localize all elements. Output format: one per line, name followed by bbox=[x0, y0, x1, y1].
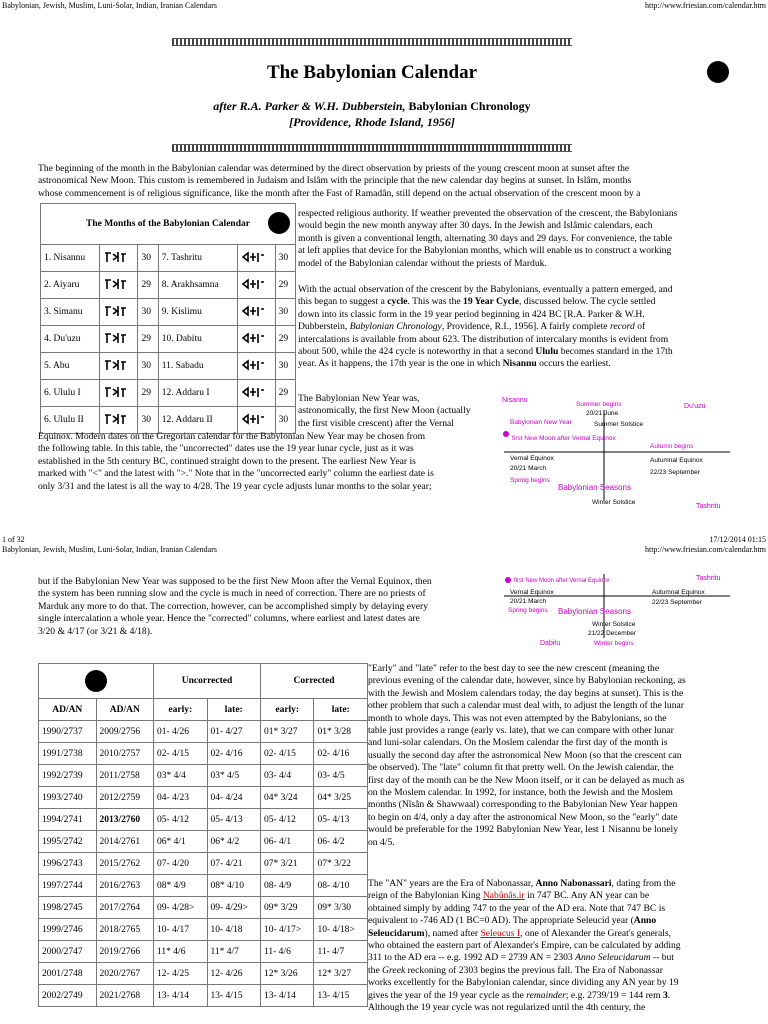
page-footer-right: 17/12/2014 01:15 bbox=[709, 535, 766, 544]
table-cell: 07- 4/20 bbox=[154, 853, 207, 875]
table-cell: 10- 4/17 bbox=[154, 919, 207, 941]
column-header: late: bbox=[207, 699, 260, 721]
month-days: 30 bbox=[275, 407, 295, 434]
month-name: 7. Tashritu bbox=[158, 245, 237, 272]
table-row bbox=[39, 809, 368, 831]
table-cell: 04- 4/23 bbox=[154, 787, 207, 809]
table-cell: 2014/2761 bbox=[96, 831, 154, 853]
table-cell: 12- 4/26 bbox=[207, 963, 260, 985]
table-cell: 07* 3/22 bbox=[314, 853, 368, 875]
label-winter-begins: Winter begins bbox=[594, 640, 634, 647]
label-nisannu: Nisannu bbox=[502, 397, 528, 404]
table-cell: 10- 4/18> bbox=[314, 919, 368, 941]
page-header-left: Babylonian, Jewish, Muslim, Luni-Solar, Indian, Iranian Calendars bbox=[2, 545, 217, 554]
months-table bbox=[40, 203, 296, 434]
month-name: 3. Simanu bbox=[41, 299, 100, 326]
paragraph-new-year-a: The Babylonian New Year was, astronomically, the first New Moon (actually the first visible crescent) after the Vernal bbox=[298, 393, 471, 429]
cuneiform-glyph bbox=[237, 380, 275, 407]
moon-icon bbox=[707, 61, 729, 83]
table-cell: 06* 4/2 bbox=[207, 831, 260, 853]
seasons-diagram-2 bbox=[498, 570, 738, 652]
table-cell: 02- 4/15 bbox=[261, 743, 314, 765]
paragraph-eras: The "AN" years are the Era of Nabonassar, Anno Nabonassari, dating from the reign of the Babylonian King Nabûnâs.ir in 747 BC. Any AN year can be obtained simply by adding 747 to the year of the AD era. Note that 747 BC is equivalent to -746 AD (1 BC=0 AD). The appropriate Seleucid year (Anno Seleucidarum), named after Seleucus I, one of Alexander the Great's generals, who obtained the eastern part of Alexander's Empire, can be calculated by adding 311 to the AD era -- e.g. 1992 AD = 2739 AN = 2303 Anno Seleucidarum -- but the Greek reckoning of 2303 begins the previous fall. The Era of Nabonassar works excellently for the Babylonian calendar, since dividing any AN year by 19 gives the year of the 19 year cycle as the remainder; e.g. 2739/19 = 144 rem 3. Although the 19 year cycle was not regularized until the 4th century, the bbox=[368, 878, 681, 1014]
label-autumnal-equinox: Autumnal Equinox bbox=[650, 457, 703, 464]
table-cell: 08* 4/10 bbox=[207, 875, 260, 897]
column-header: early: bbox=[154, 699, 207, 721]
table-cell: 11* 4/6 bbox=[154, 941, 207, 963]
label-december: 21/22 December bbox=[588, 630, 637, 637]
table-cell: 01* 3/27 bbox=[261, 721, 314, 743]
table-cell: 2021/2768 bbox=[96, 985, 154, 1007]
label-winter-solstice: Winter Solstice bbox=[592, 621, 636, 628]
month-name: 8. Arakhsamna bbox=[158, 272, 237, 299]
table-cell: 2009/2756 bbox=[96, 721, 154, 743]
table-cell: 12* 3/27 bbox=[314, 963, 368, 985]
table-cell: 07- 4/21 bbox=[207, 853, 260, 875]
table-cell: 1995/2742 bbox=[39, 831, 97, 853]
table-cell: 04* 3/24 bbox=[261, 787, 314, 809]
label-summer-begins: Summer begins bbox=[576, 401, 622, 408]
subtitle: after R.A. Parker & W.H. Dubberstein, Babylonian Chronology [Providence, Rhode Island, 1956] bbox=[213, 99, 531, 129]
table-cell: 2013/2760 bbox=[96, 809, 154, 831]
page-footer-left: 1 of 32 bbox=[2, 535, 25, 544]
table-cell: 07* 3/21 bbox=[261, 853, 314, 875]
corrected-header: Corrected bbox=[261, 664, 368, 699]
table-cell: 04- 4/24 bbox=[207, 787, 260, 809]
month-name: 1. Nisannu bbox=[41, 245, 100, 272]
table-cell: 10- 4/18 bbox=[207, 919, 260, 941]
table-cell: 2016/2763 bbox=[96, 875, 154, 897]
column-header: AD/AN bbox=[96, 699, 154, 721]
table-cell: 09- 4/29> bbox=[207, 897, 260, 919]
table-cell: 01- 4/26 bbox=[154, 721, 207, 743]
table-cell: 08- 4/10 bbox=[314, 875, 368, 897]
cuneiform-glyph bbox=[237, 353, 275, 380]
label-spring-begins: Spring begins bbox=[510, 477, 550, 484]
table-row bbox=[39, 787, 368, 809]
cuneiform-glyph bbox=[100, 245, 138, 272]
table-cell: 13- 4/14 bbox=[154, 985, 207, 1007]
ornamental-border bbox=[172, 38, 572, 46]
table-cell: 2010/2757 bbox=[96, 743, 154, 765]
table-cell: 03* 4/4 bbox=[154, 765, 207, 787]
table-cell: 1998/2745 bbox=[39, 897, 97, 919]
table-cell: 1992/2739 bbox=[39, 765, 97, 787]
month-days: 30 bbox=[275, 299, 295, 326]
table-row bbox=[39, 985, 368, 1007]
table-cell: 2011/2758 bbox=[96, 765, 154, 787]
table-row bbox=[39, 765, 368, 787]
table-row bbox=[39, 743, 368, 765]
month-name: 11. Sabadu bbox=[158, 353, 237, 380]
table-cell: 06* 4/1 bbox=[154, 831, 207, 853]
table-cell: 2000/2747 bbox=[39, 941, 97, 963]
month-row bbox=[41, 245, 296, 272]
link-nabunasir[interactable]: Nabûnâs.ir bbox=[482, 890, 525, 902]
table-cell: 2002/2749 bbox=[39, 985, 97, 1007]
table-cell: 2020/2767 bbox=[96, 963, 154, 985]
table-cell: 2015/2762 bbox=[96, 853, 154, 875]
table-cell: 08- 4/9 bbox=[261, 875, 314, 897]
table-cell: 1994/2741 bbox=[39, 809, 97, 831]
label-tashritu: Tashritu bbox=[696, 575, 721, 582]
table-cell: 13- 4/14 bbox=[261, 985, 314, 1007]
table-cell: 13- 4/15 bbox=[207, 985, 260, 1007]
table-cell: 2001/2748 bbox=[39, 963, 97, 985]
page-header-url[interactable]: http://www.friesian.com/calendar.htm bbox=[644, 1, 766, 10]
label-vernal-equinox: Vernal Equinox bbox=[510, 455, 554, 462]
months-table-title: The Months of the Babylonian Calendar bbox=[41, 204, 296, 245]
cuneiform-glyph bbox=[100, 326, 138, 353]
month-name: 4. Du'uzu bbox=[41, 326, 100, 353]
label-march: 20/21 March bbox=[510, 598, 547, 605]
table-cell: 1991/2738 bbox=[39, 743, 97, 765]
table-cell: 08* 4/9 bbox=[154, 875, 207, 897]
month-name: 6. Ululu II bbox=[41, 407, 100, 434]
table-row bbox=[39, 875, 368, 897]
moon-icon bbox=[268, 212, 290, 234]
cuneiform-glyph bbox=[237, 272, 275, 299]
month-row bbox=[41, 272, 296, 299]
month-days: 30 bbox=[275, 353, 295, 380]
cuneiform-glyph bbox=[100, 299, 138, 326]
label-march: 20/21 March bbox=[510, 465, 547, 472]
table-cell: 09* 3/30 bbox=[314, 897, 368, 919]
paragraph-cycle: With the actual observation of the crescent by the Babylonians, eventually a pattern emerged, and this began to suggest a cycle. This was the 19 Year Cycle, discussed below. The cycle settled down into its classic form in the 19 year period beginning in 424 BC [R.A. Parker & W.H. Dubberstein, Babylonian Chronology, Providence, R.I., 1956]. A fairly complete record of intercalations is available from about 623. The distribution of intercalary months is evident from about 500, while the 424 cycle is noteworthy in that a second Ululu becomes standard in the 17th year. As it happens, the 17th year is the one in which Nisannu occurs the earliest. bbox=[298, 284, 673, 370]
label-dabitu: Dabitu bbox=[540, 640, 561, 647]
table-row bbox=[39, 721, 368, 743]
table-cell: 02- 4/16 bbox=[314, 743, 368, 765]
label-babylonian-seasons: Babylonian Seasons bbox=[558, 607, 631, 616]
table-cell: 05- 4/12 bbox=[154, 809, 207, 831]
table-cell: 05- 4/12 bbox=[261, 809, 314, 831]
cuneiform-glyph bbox=[100, 272, 138, 299]
month-row bbox=[41, 299, 296, 326]
table-cell: 12- 4/25 bbox=[154, 963, 207, 985]
column-header: early: bbox=[261, 699, 314, 721]
label-autumnal-equinox: Autumnal Equinox bbox=[652, 589, 705, 596]
month-days: 29 bbox=[275, 380, 295, 407]
cuneiform-glyph bbox=[237, 299, 275, 326]
month-days: 29 bbox=[138, 326, 158, 353]
table-row bbox=[39, 897, 368, 919]
column-header: late: bbox=[314, 699, 368, 721]
table-cell: 2018/2765 bbox=[96, 919, 154, 941]
table-cell: 05- 4/13 bbox=[207, 809, 260, 831]
table-cell: 09- 4/28> bbox=[154, 897, 207, 919]
label-tashritu: Tashritu bbox=[696, 503, 721, 510]
moon-icon bbox=[85, 670, 107, 692]
table-cell: 2012/2759 bbox=[96, 787, 154, 809]
table-cell: 11* 4/7 bbox=[207, 941, 260, 963]
seasons-diagram bbox=[498, 390, 738, 512]
moon-header-cell bbox=[39, 664, 154, 699]
table-cell: 1996/2743 bbox=[39, 853, 97, 875]
table-cell: 02- 4/15 bbox=[154, 743, 207, 765]
label-june: 20/21 June bbox=[586, 410, 619, 417]
table-row bbox=[39, 831, 368, 853]
table-cell: 01- 4/27 bbox=[207, 721, 260, 743]
table-cell: 06- 4/2 bbox=[314, 831, 368, 853]
paragraph-new-year-b: Equinox. Modern dates on the Gregorian calendar for the Babylonian New Year may be chosen from the following table. In this table, the "uncorrected" dates use the 19 year lunar cycle, just as it was established in the 5th century BC, continued straight down to the present. The earliest New Year is marked with "<" and the latest with ">." Note that in the "uncorrected early" column the earliest date is only 3/31 and the latest is all the way to 4/28. The 19 year cycle adjusts lunar months to the solar year; bbox=[38, 431, 434, 492]
table-cell: 1993/2740 bbox=[39, 787, 97, 809]
month-name: 10. Dabitu bbox=[158, 326, 237, 353]
table-cell: 12* 3/26 bbox=[261, 963, 314, 985]
month-days: 30 bbox=[138, 299, 158, 326]
table-cell: 2019/2766 bbox=[96, 941, 154, 963]
label-duuzu: Du'uzu bbox=[684, 403, 706, 410]
month-days: 29 bbox=[138, 272, 158, 299]
label-spring-begins: Spring begins bbox=[508, 607, 548, 614]
label-vernal-equinox: Vernal Equinox bbox=[510, 589, 554, 596]
table-cell: 09* 3/29 bbox=[261, 897, 314, 919]
table-cell: 2017/2764 bbox=[96, 897, 154, 919]
new-moon-marker bbox=[505, 577, 511, 583]
month-name: 12. Addaru II bbox=[158, 407, 237, 434]
month-name: 5. Abu bbox=[41, 353, 100, 380]
column-header: AD/AN bbox=[39, 699, 97, 721]
paragraph-early-late: "Early" and "late" refer to the best day to see the new crescent (meaning the previous evening of the calendar date, however, since by Babylonian reckoning, as with the Jewish and Moslem calendars today, the day begins at sunset). This is the other problem that such a calendar must deal with, to adjust the length of the lunar month to whole days. This was not even attempted by the Babylonians, so the table just provides a range (early vs. late), that we can compare with other lunar and luni-solar calendars. On the Moslem calendar the first day of the month is usually the second day after the astronomical New Moon (so that the crescent can be observed). The "late" column fit that pretty well. On the Jewish calendar, the first day of the month can be the New Moon itself, or it can be delayed as much as on the Moslem calendar. In 1992, for instance, both the Jewish and the Moslem months (Nîsân & Shawwaal) corresponding to the Babylonian New Year happen to begin on 4/4, only a day after the astronomical New Moon, so the "early" date would be preferable for the 1992 Babylonian New Year, lest 1 Nisannu be lonely on 4/5. bbox=[368, 663, 686, 848]
table-cell: 1999/2746 bbox=[39, 919, 97, 941]
label-september: 22/23 September bbox=[650, 469, 700, 476]
table-row bbox=[39, 941, 368, 963]
table-cell: 03- 4/4 bbox=[261, 765, 314, 787]
link-seleucus[interactable]: Seleucus I bbox=[480, 927, 521, 939]
table-cell: 04* 3/25 bbox=[314, 787, 368, 809]
month-name: 9. Kislimu bbox=[158, 299, 237, 326]
month-days: 30 bbox=[138, 407, 158, 434]
cuneiform-glyph bbox=[100, 353, 138, 380]
table-cell: 01* 3/28 bbox=[314, 721, 368, 743]
month-days: 29 bbox=[275, 326, 295, 353]
new-year-table bbox=[38, 663, 368, 1007]
label-babylonian-seasons: Babylonian Seasons bbox=[558, 483, 631, 492]
table-cell: 11- 4/7 bbox=[314, 941, 368, 963]
month-name: 12. Addaru I bbox=[158, 380, 237, 407]
label-winter-solstice: Winter Solstice bbox=[592, 499, 636, 506]
page-title: The Babylonian Calendar bbox=[266, 62, 478, 83]
table-cell: 1990/2737 bbox=[39, 721, 97, 743]
label-september: 22/23 September bbox=[652, 599, 702, 606]
table-row bbox=[39, 963, 368, 985]
ornamental-border bbox=[172, 144, 572, 152]
month-row bbox=[41, 407, 296, 434]
paragraph-months: respected religious authority. If weather prevented the observation of the crescent, the Babylonians would begin the new month anyway after 30 days. In the Jewish and Islâmic calendars, each month is given a conventional length, alternating 30 days and 29 days. For convenience, the table at left applies that device for the Babylonian months, which will enable us to construct a working model of the Babylonian calendar without the priests of Marduk. bbox=[298, 208, 678, 269]
intro-paragraph: The beginning of the month in the Babylonian calendar was determined by the direct observation by priests of the young crescent moon at sunset after the astronomical New Moon. This custom is remembered in Judaism and Islâm with the principle that the new calendar day begins at sunset. In Islâm, months whose commencement is of religious significance, like the month after the Fast of Ramadân, still depend on the actual observation of the crescent moon by a bbox=[38, 163, 641, 199]
page-header-left: Babylonian, Jewish, Muslim, Luni-Solar, Indian, Iranian Calendars bbox=[2, 1, 217, 10]
label-first-new-moon: first New Moon after Vernal Equinox bbox=[512, 435, 616, 442]
label-summer-solstice: Summer Solstice bbox=[594, 421, 644, 428]
table-cell: 10- 4/17> bbox=[261, 919, 314, 941]
month-name: 6. Ululu I bbox=[41, 380, 100, 407]
table-cell: 1997/2744 bbox=[39, 875, 97, 897]
cuneiform-glyph bbox=[237, 407, 275, 434]
month-row bbox=[41, 380, 296, 407]
table-cell: 11- 4/6 bbox=[261, 941, 314, 963]
table-cell: 05- 4/13 bbox=[314, 809, 368, 831]
month-days: 30 bbox=[138, 353, 158, 380]
month-days: 29 bbox=[275, 272, 295, 299]
new-moon-marker bbox=[503, 431, 509, 437]
table-row bbox=[39, 919, 368, 941]
table-cell: 03- 4/5 bbox=[314, 765, 368, 787]
label-autumn-begins: Autumn begins bbox=[650, 443, 694, 450]
table-cell: 03* 4/5 bbox=[207, 765, 260, 787]
month-days: 29 bbox=[138, 380, 158, 407]
month-days: 30 bbox=[275, 245, 295, 272]
month-row bbox=[41, 353, 296, 380]
uncorrected-header: Uncorrected bbox=[154, 664, 261, 699]
cuneiform-glyph bbox=[237, 245, 275, 272]
month-row bbox=[41, 326, 296, 353]
table-cell: 02- 4/16 bbox=[207, 743, 260, 765]
table-row bbox=[39, 853, 368, 875]
cuneiform-glyph bbox=[100, 407, 138, 434]
month-name: 2. Aiyaru bbox=[41, 272, 100, 299]
table-cell: 06- 4/1 bbox=[261, 831, 314, 853]
paragraph-correction: but if the Babylonian New Year was supposed to be the first New Moon after the Vernal Equinox, then the system has been running slow and the cycle is much in need of correction. There are no priests of Marduk any more to do that. The correction, however, can be accomplished simply by delaying every single intercalation a whole year. Hence the "corrected" columns, where earliest and latest dates are 3/20 & 4/17 (or 3/21 & 4/18). bbox=[38, 576, 432, 637]
cuneiform-glyph bbox=[237, 326, 275, 353]
label-bab-new-year: Babylonian New Year bbox=[510, 419, 572, 426]
month-days: 30 bbox=[138, 245, 158, 272]
label-first-new-moon: first New Moon after Vernal Equinox bbox=[514, 578, 610, 584]
cuneiform-glyph bbox=[100, 380, 138, 407]
page-header-url[interactable]: http://www.friesian.com/calendar.htm bbox=[644, 545, 766, 554]
table-cell: 13- 4/15 bbox=[314, 985, 368, 1007]
